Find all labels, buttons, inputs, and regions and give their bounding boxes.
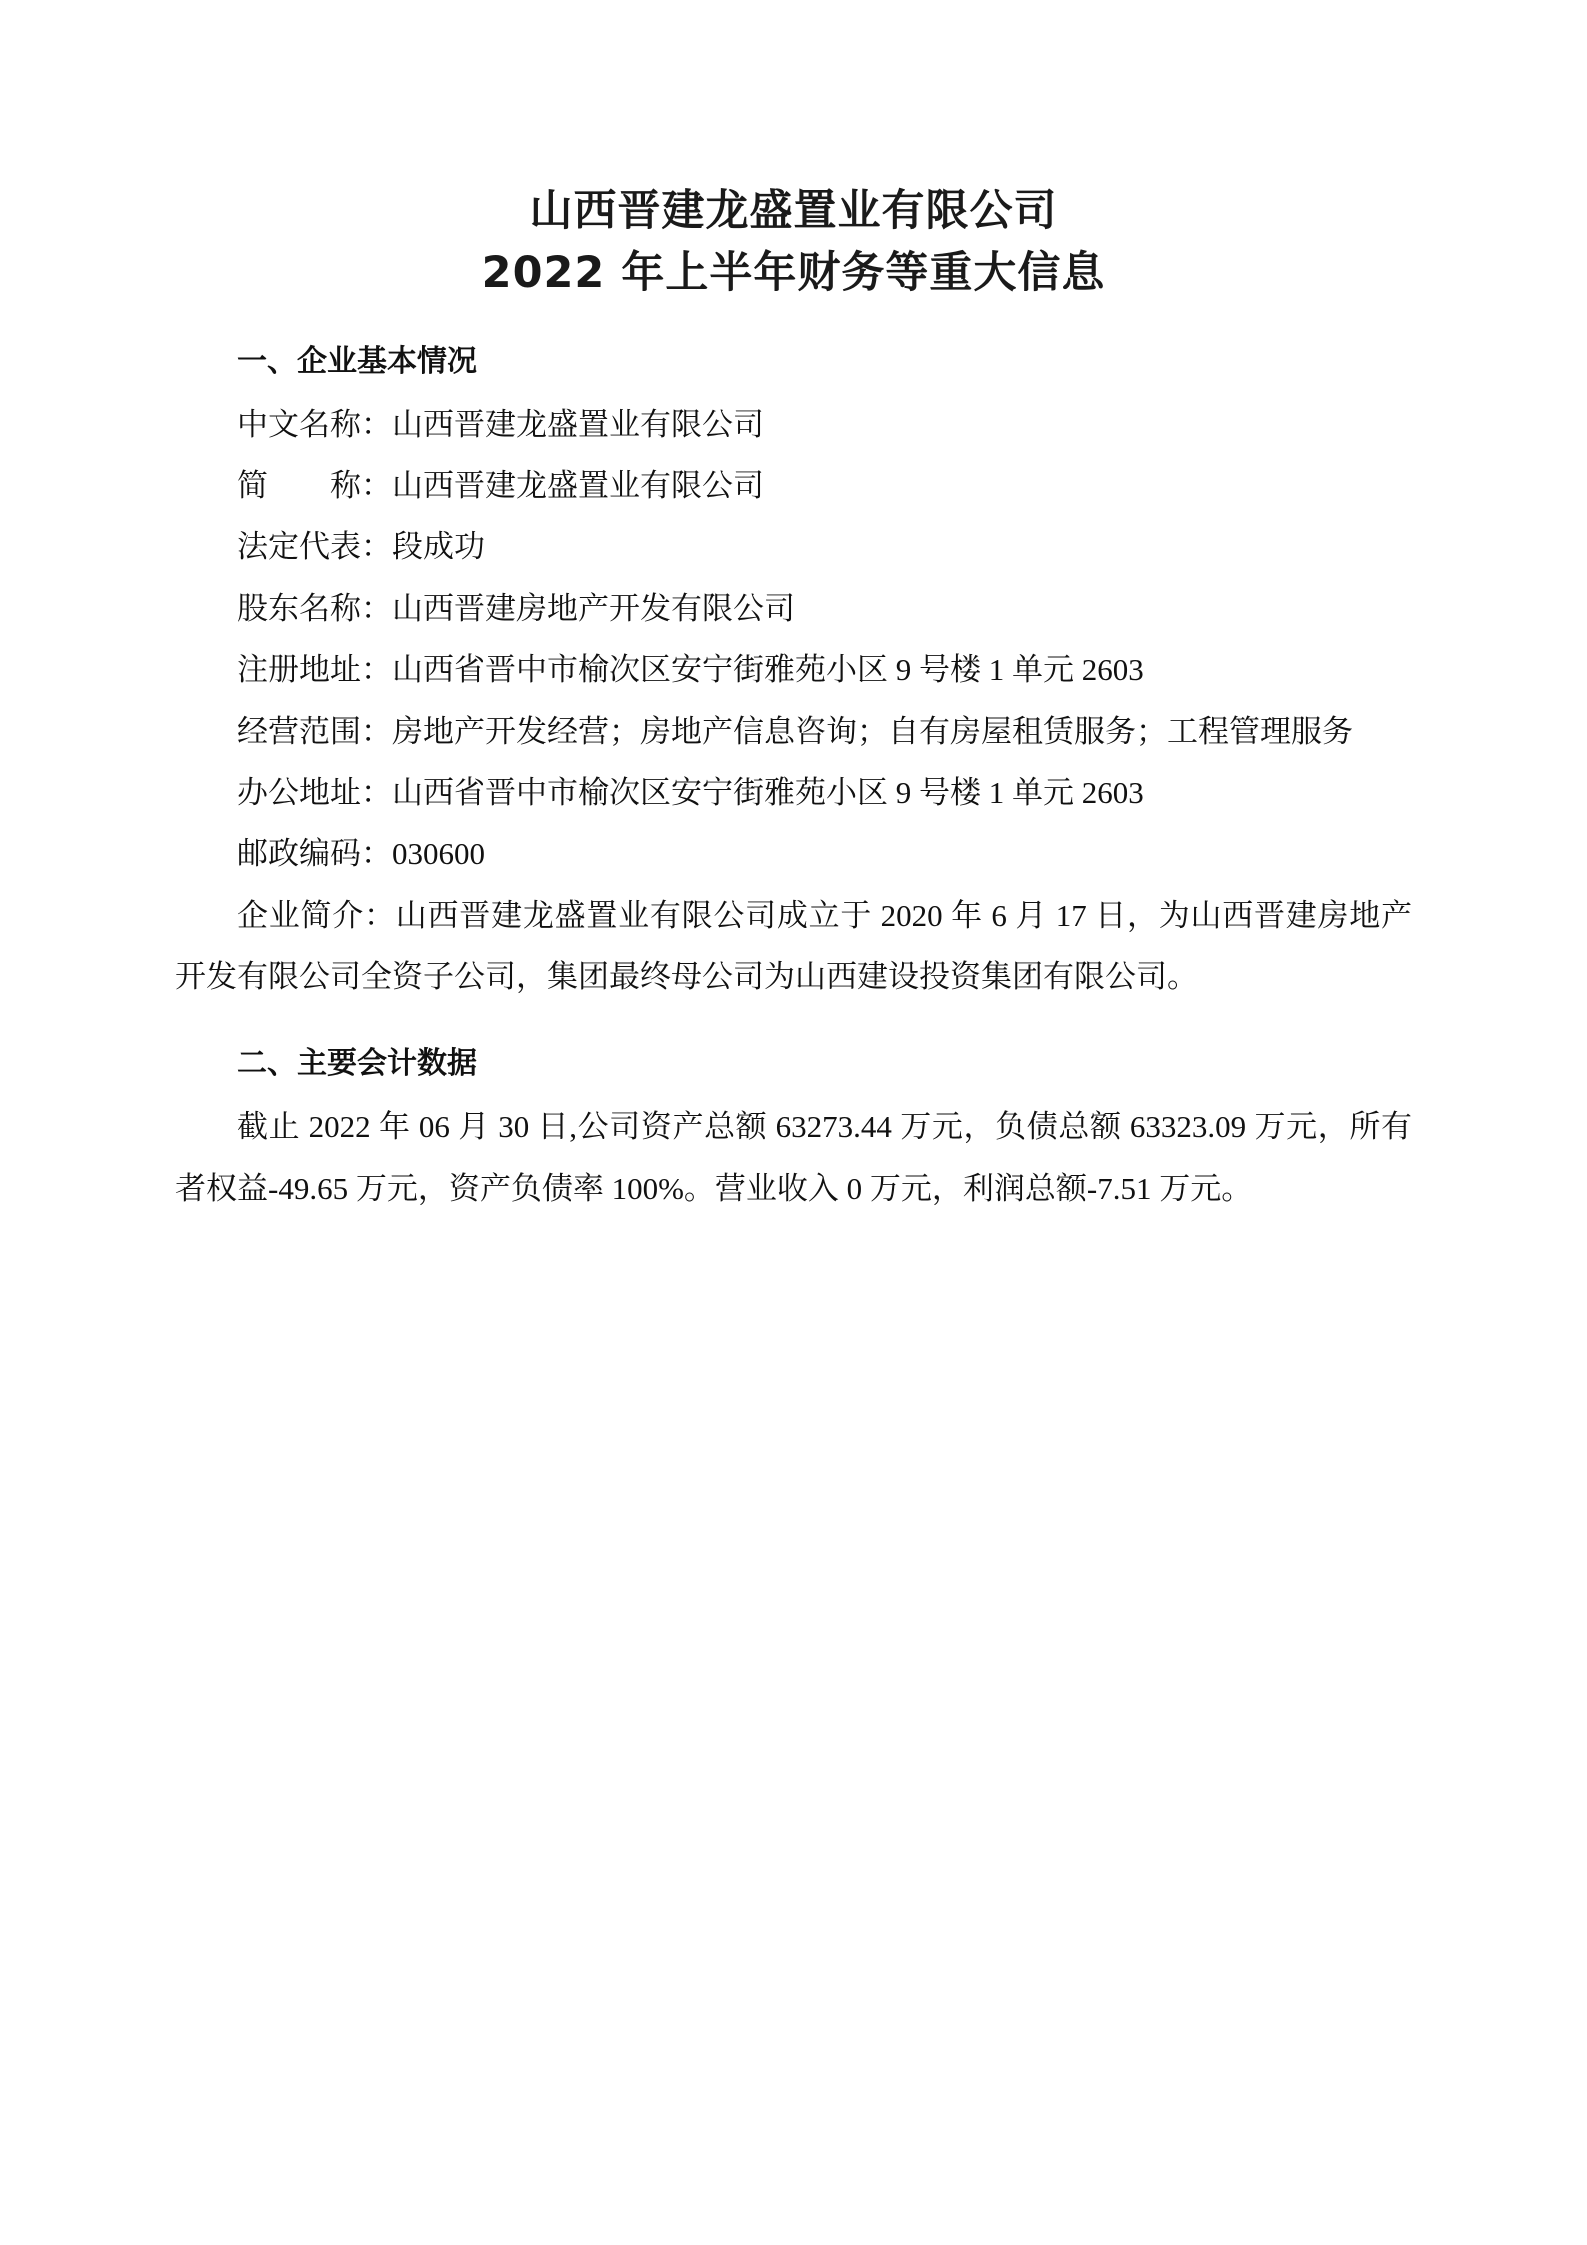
field-office-address-label: 办公地址： [237, 774, 392, 810]
field-office-address-value: 山西省晋中市榆次区安宁街雅苑小区 9 号楼 1 单元 2603 [392, 774, 1144, 810]
section-heading-accounting-data: 二、主要会计数据 [237, 1046, 477, 1082]
field-short-name-label: 简 称： [237, 468, 392, 504]
field-company-profile-value: 山西晋建龙盛置业有限公司成立于 2020 年 6 月 17 日，为山西晋建房地产开发有限公司全资子公司，集团最终母公司为山西建设投资集团有限公司。 [175, 897, 1413, 995]
field-office-address [175, 762, 1412, 823]
field-short-name-value: 山西晋建龙盛置业有限公司 [392, 468, 764, 504]
field-company-profile-label: 企业简介： [237, 897, 396, 933]
field-registered-address-label: 注册地址： [237, 652, 392, 688]
field-chinese-name [175, 394, 1412, 455]
field-business-scope-value: 房地产开发经营；房地产信息咨询；自有房屋租赁服务；工程管理服务 [392, 713, 1353, 749]
field-chinese-name-value: 山西晋建龙盛置业有限公司 [392, 406, 764, 442]
field-registered-address-value: 山西省晋中市榆次区安宁街雅苑小区 9 号楼 1 单元 2603 [392, 652, 1144, 688]
field-company-profile [175, 885, 1412, 1008]
page-title [175, 180, 1412, 305]
field-shareholder-name [175, 578, 1412, 639]
field-postal-code-label: 邮政编码： [237, 836, 392, 872]
field-postal-code-value: 030600 [392, 836, 485, 872]
field-legal-representative [175, 516, 1412, 577]
page-title-line-1: 山西晋建龙盛置业有限公司 [529, 186, 1058, 236]
field-short-name [175, 455, 1412, 516]
field-shareholder-name-value: 山西晋建房地产开发有限公司 [392, 590, 795, 626]
field-legal-representative-label: 法定代表： [237, 529, 392, 565]
field-business-scope-label: 经营范围： [237, 713, 392, 749]
page-title-line-2: 2022 年上半年财务等重大信息 [481, 248, 1106, 299]
field-chinese-name-label: 中文名称： [237, 406, 392, 442]
section-heading-company-basics: 一、企业基本情况 [237, 343, 477, 379]
field-legal-representative-value: 段成功 [392, 529, 485, 565]
field-postal-code [175, 823, 1412, 884]
accounting-data-paragraph: 截止 2022 年 06 月 30 日,公司资产总额 63273.44 万元，负债总额 63323.09 万元，所有者权益-49.65 万元，资产负债率 100%。营业收入 0 万元，利润总额-7.51 万元。 [175, 1109, 1412, 1206]
field-shareholder-name-label: 股东名称： [237, 590, 392, 626]
field-business-scope [175, 701, 1412, 762]
field-registered-address [175, 639, 1412, 700]
